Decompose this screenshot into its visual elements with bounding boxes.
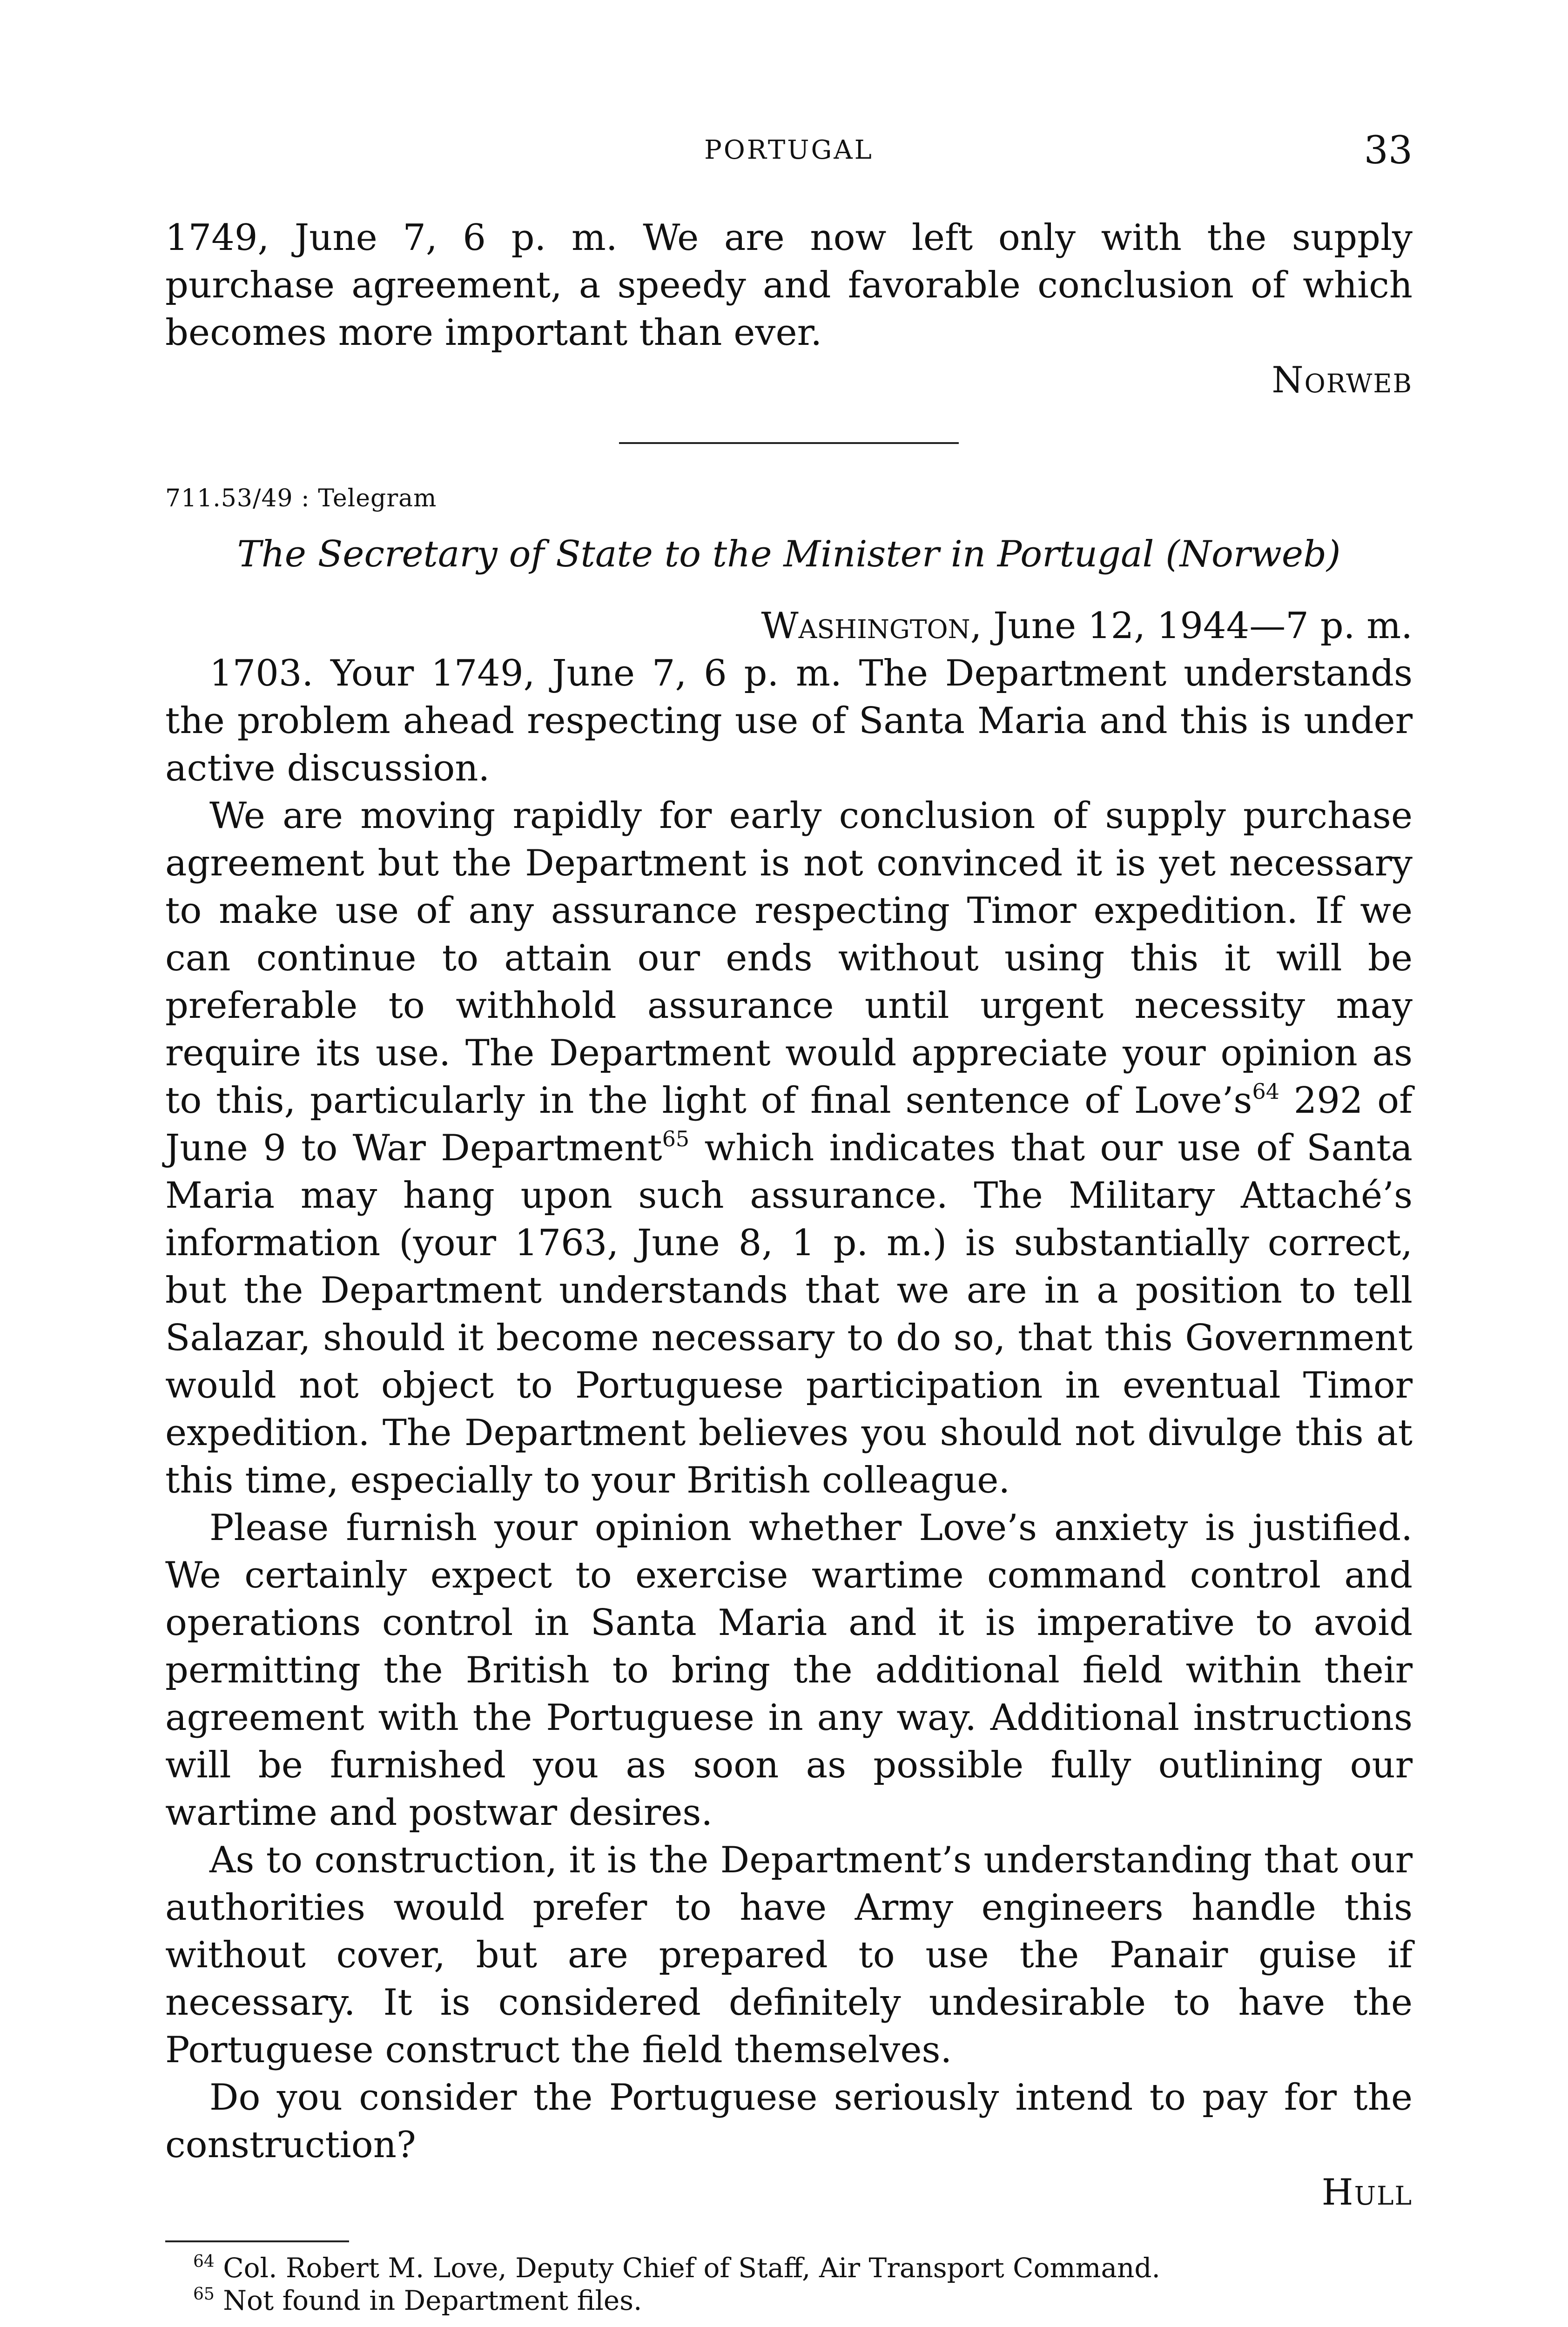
page-number: 33 — [1364, 128, 1413, 173]
paragraph-5: Do you consider the Portuguese seriously intend to pay for the construction? — [165, 2077, 1413, 2166]
file-reference: 711.53/49 : Telegram — [165, 484, 437, 512]
dateline-date: , June 12, 1944—7 p. m. — [970, 605, 1413, 647]
footnote-marker: 64 — [193, 2252, 215, 2271]
dateline-place: Washington — [761, 605, 970, 647]
footnote-text: Not found in Department files. — [223, 2285, 642, 2316]
document-signature: Hull — [1321, 2172, 1413, 2213]
footnote-marker: 65 — [193, 2285, 215, 2304]
preceding-signature: Norweb — [1272, 359, 1413, 401]
paragraph-3: Please furnish your opinion whether Love’s anxiety is justified. We certainly expect to exercise wartime command control and operations control in Santa Maria and it is imperative to avoid permitting the British to bring the additional field within their agreement with the Portuguese in any way. Additional instructions will be furnished you as soon as possible fully outlining our wartime and postwar desires. — [165, 1507, 1413, 1834]
footnote-64 — [165, 2252, 1413, 2284]
paragraph-2-part-c: which indicates that our use of Santa Maria may hang upon such assurance. The Military Attaché’s information (your 1763, June 8, 1 p. m.) is substantially correct, but the Department understands that we are in a position to tell Salazar, should it become necessary to do so, that this Government would not object to Portuguese participation in eventual Timor expedition. The Department believes you should not divulge this at this time, especially to your British colleague. — [165, 1127, 1413, 1501]
footnote-ref-64: 64 — [1252, 1079, 1279, 1104]
dateline — [165, 602, 1413, 650]
page-header — [165, 128, 1413, 182]
document-signature-line — [165, 2169, 1413, 2216]
paragraph-2 — [165, 792, 1413, 1504]
footnote-rule — [165, 2240, 349, 2242]
document-title: The Secretary of State to the Minister in Portugal (Norweb) — [237, 533, 1341, 575]
paragraph-4: As to construction, it is the Department’s understanding that our authorities would prefer to have Army engineers handle this without cover, but are prepared to use the Panair guise if necessary. It is considered definitely undesirable to have the Portuguese construct the field themselves. — [165, 1839, 1413, 2071]
footnote-text: Col. Robert M. Love, Deputy Chief of Staff, Air Transport Command. — [223, 2252, 1160, 2284]
paragraph-1: 1703. Your 1749, June 7, 6 p. m. The Department understands the problem ahead respecting use of Santa Maria and this is under active discussion. — [165, 652, 1413, 789]
preceding-document-signature-line — [165, 356, 1413, 404]
footnote-65 — [165, 2284, 1413, 2317]
paragraph-2-part-a: We are moving rapidly for early conclusion of supply purchase agreement but the Department is not convinced it is yet necessary to make use of any assurance respecting Timor expedition. If we can continue to attain our ends without using this it will be preferable to withhold assurance until urgent necessity may require its use. The Department would appreciate your opinion as to this, particularly in the light of final sentence of Love’s — [165, 795, 1413, 1122]
footnotes — [165, 2252, 1413, 2317]
document-separator-rule — [619, 442, 959, 444]
preceding-document-text: 1749, June 7, 6 p. m. We are now left only with the supply purchase agreement, a speedy and favorable conclusion of which becomes more important than ever. — [165, 217, 1413, 354]
footnote-ref-65: 65 — [662, 1126, 690, 1151]
paragraph-2-part-b: 292 of June 9 to War Department — [165, 1080, 1413, 1169]
running-title: PORTUGAL — [704, 135, 874, 165]
page-content — [165, 214, 1413, 2317]
